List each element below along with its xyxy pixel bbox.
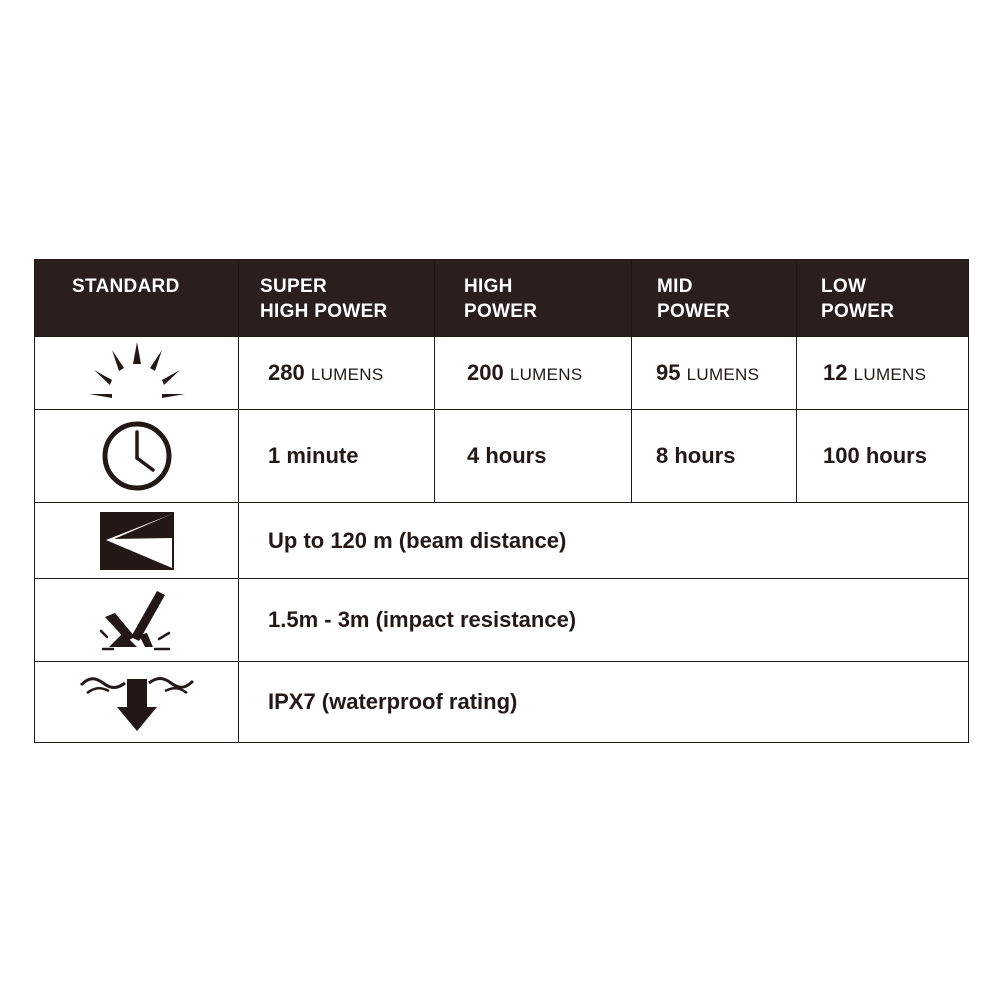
header-mid-line1: MID <box>657 276 693 297</box>
beam-row <box>35 503 969 579</box>
clock-icon <box>99 418 175 494</box>
lumens-icon-cell <box>35 337 239 410</box>
lumens-high: 200 LUMENS <box>435 337 632 410</box>
water-row <box>35 662 969 743</box>
runtime-super-high: 1 minute <box>239 410 435 503</box>
header-low-line1: LOW <box>821 276 867 297</box>
lumens-super-high: 280 LUMENS <box>239 337 435 410</box>
waterproof-rating-value: IPX7 (waterproof rating) <box>239 662 969 743</box>
specification-table <box>34 259 969 743</box>
header-super-line1: SUPER <box>260 276 327 297</box>
header-super-high-power <box>239 260 435 337</box>
impact-resistance-icon <box>99 589 175 651</box>
runtime-mid: 8 hours <box>632 410 797 503</box>
beam-icon-cell <box>35 503 239 579</box>
water-icon-cell <box>35 662 239 743</box>
waterproof-icon <box>79 671 195 733</box>
header-row <box>35 260 969 337</box>
impact-resistance-value: 1.5m - 3m (impact resistance) <box>239 579 969 662</box>
sun-rays-icon <box>82 342 192 404</box>
header-high-line2: POWER <box>464 301 538 322</box>
header-high-power <box>435 260 632 337</box>
header-standard: STANDARD <box>35 260 239 337</box>
runtime-high: 4 hours <box>435 410 632 503</box>
beam-distance-icon <box>100 512 174 570</box>
header-low-line2: POWER <box>821 301 895 322</box>
header-mid-power <box>632 260 797 337</box>
lumens-low: 12 LUMENS <box>797 337 969 410</box>
impact-row <box>35 579 969 662</box>
runtime-low: 100 hours <box>797 410 969 503</box>
lumens-mid: 95 LUMENS <box>632 337 797 410</box>
header-low-power <box>797 260 969 337</box>
beam-distance-value: Up to 120 m (beam distance) <box>239 503 969 579</box>
header-super-line2: HIGH POWER <box>260 301 388 322</box>
runtime-icon-cell <box>35 410 239 503</box>
impact-icon-cell <box>35 579 239 662</box>
header-mid-line2: POWER <box>657 301 731 322</box>
lumens-row <box>35 337 969 410</box>
header-high-line1: HIGH <box>464 276 513 297</box>
runtime-row <box>35 410 969 503</box>
